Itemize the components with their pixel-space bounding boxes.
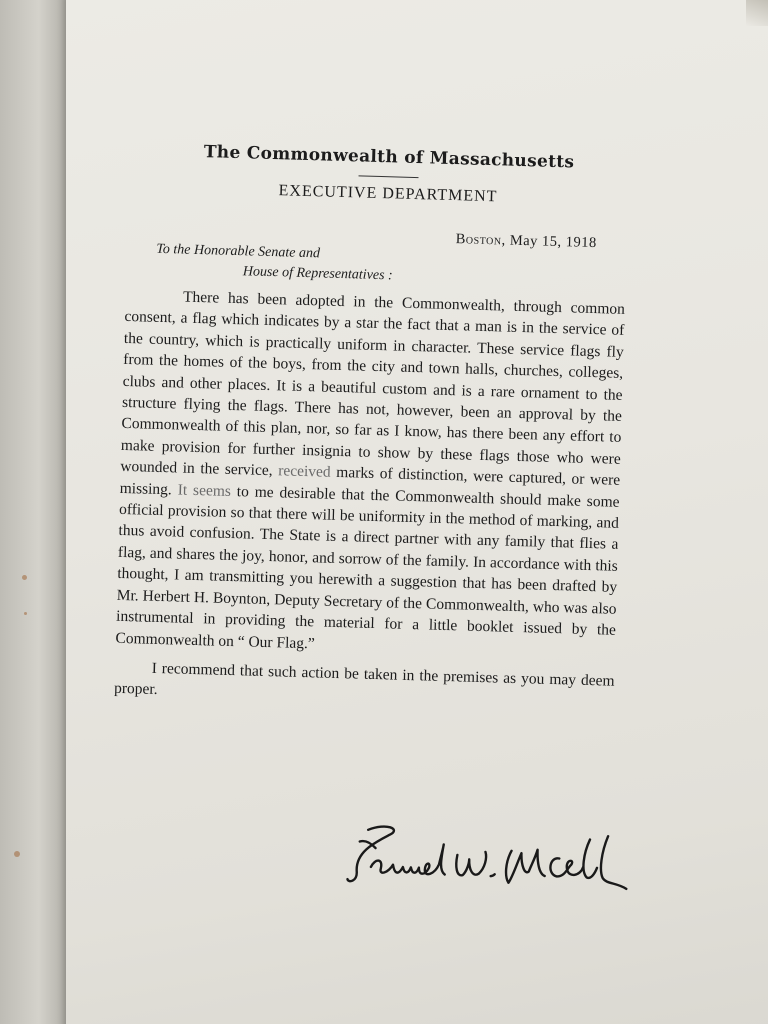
paragraph-1-part-2: marks of distinction, were captured, or were missing.: [119, 464, 621, 498]
letterhead-divider: [359, 175, 419, 178]
paragraph-2: I recommend that such action be taken in the premises as you may deem proper.: [113, 659, 615, 699]
salutation-line-1: To the Honorable Senate and: [156, 241, 321, 262]
paragraph-1-part-3: to me desirable that the Commonwealth should make some official provision so that there will be uniformity in the method of marking, and thus avoid confusion. The State is a direct partner with any family that flies a flag, and shares the joy, honor, and sorrow of the family. In accordance with this thought, I am transmitting you herewith a suggestion that has been drafted by Mr. Herbert H. Boynton, Deputy Secretary of the Commonwealth, who was also instrumental in providing the material for a little booklet issued by the Commonwealth on “ Our Flag.”: [115, 482, 620, 652]
letterhead-title: The Commonwealth of Massachusetts: [203, 142, 575, 173]
dateline-place: Boston,: [455, 231, 506, 249]
foxing-spot: [24, 612, 27, 615]
paragraph-1-part-1: There has been adopted in the Commonwealth, through common consent, a flag which indicates by a star the fact that a man is in the service of the country, which is practically uniform in character. These service flags fly from the homes of the boys, from the city and town halls, churches, colleges, clubs and other places. It is a beautiful custom and is a rare ornament to the structure flying the flags. There has not, however, been an approval by the Commonwealth of this plan, nor, so far as I know, has there been any effort to make provision for further insignia to show by these flags those who were wounded in the service,: [120, 288, 626, 480]
salutation-line-2: House of Representatives :: [242, 264, 393, 284]
dateline-date: May 15, 1918: [509, 232, 597, 252]
paragraph-1: [115, 285, 625, 663]
left-page-edge: [0, 0, 70, 1024]
handwritten-signature: [344, 821, 632, 911]
foxing-spot: [22, 575, 27, 580]
letter-body: [114, 285, 625, 714]
faded-text: It seems: [177, 481, 232, 500]
faded-text: received: [277, 462, 331, 481]
letter-content: [114, 120, 630, 713]
department-title: EXECUTIVE DEPARTMENT: [278, 182, 498, 206]
page-corner-shadow: [746, 0, 768, 26]
foxing-spot: [14, 851, 20, 857]
